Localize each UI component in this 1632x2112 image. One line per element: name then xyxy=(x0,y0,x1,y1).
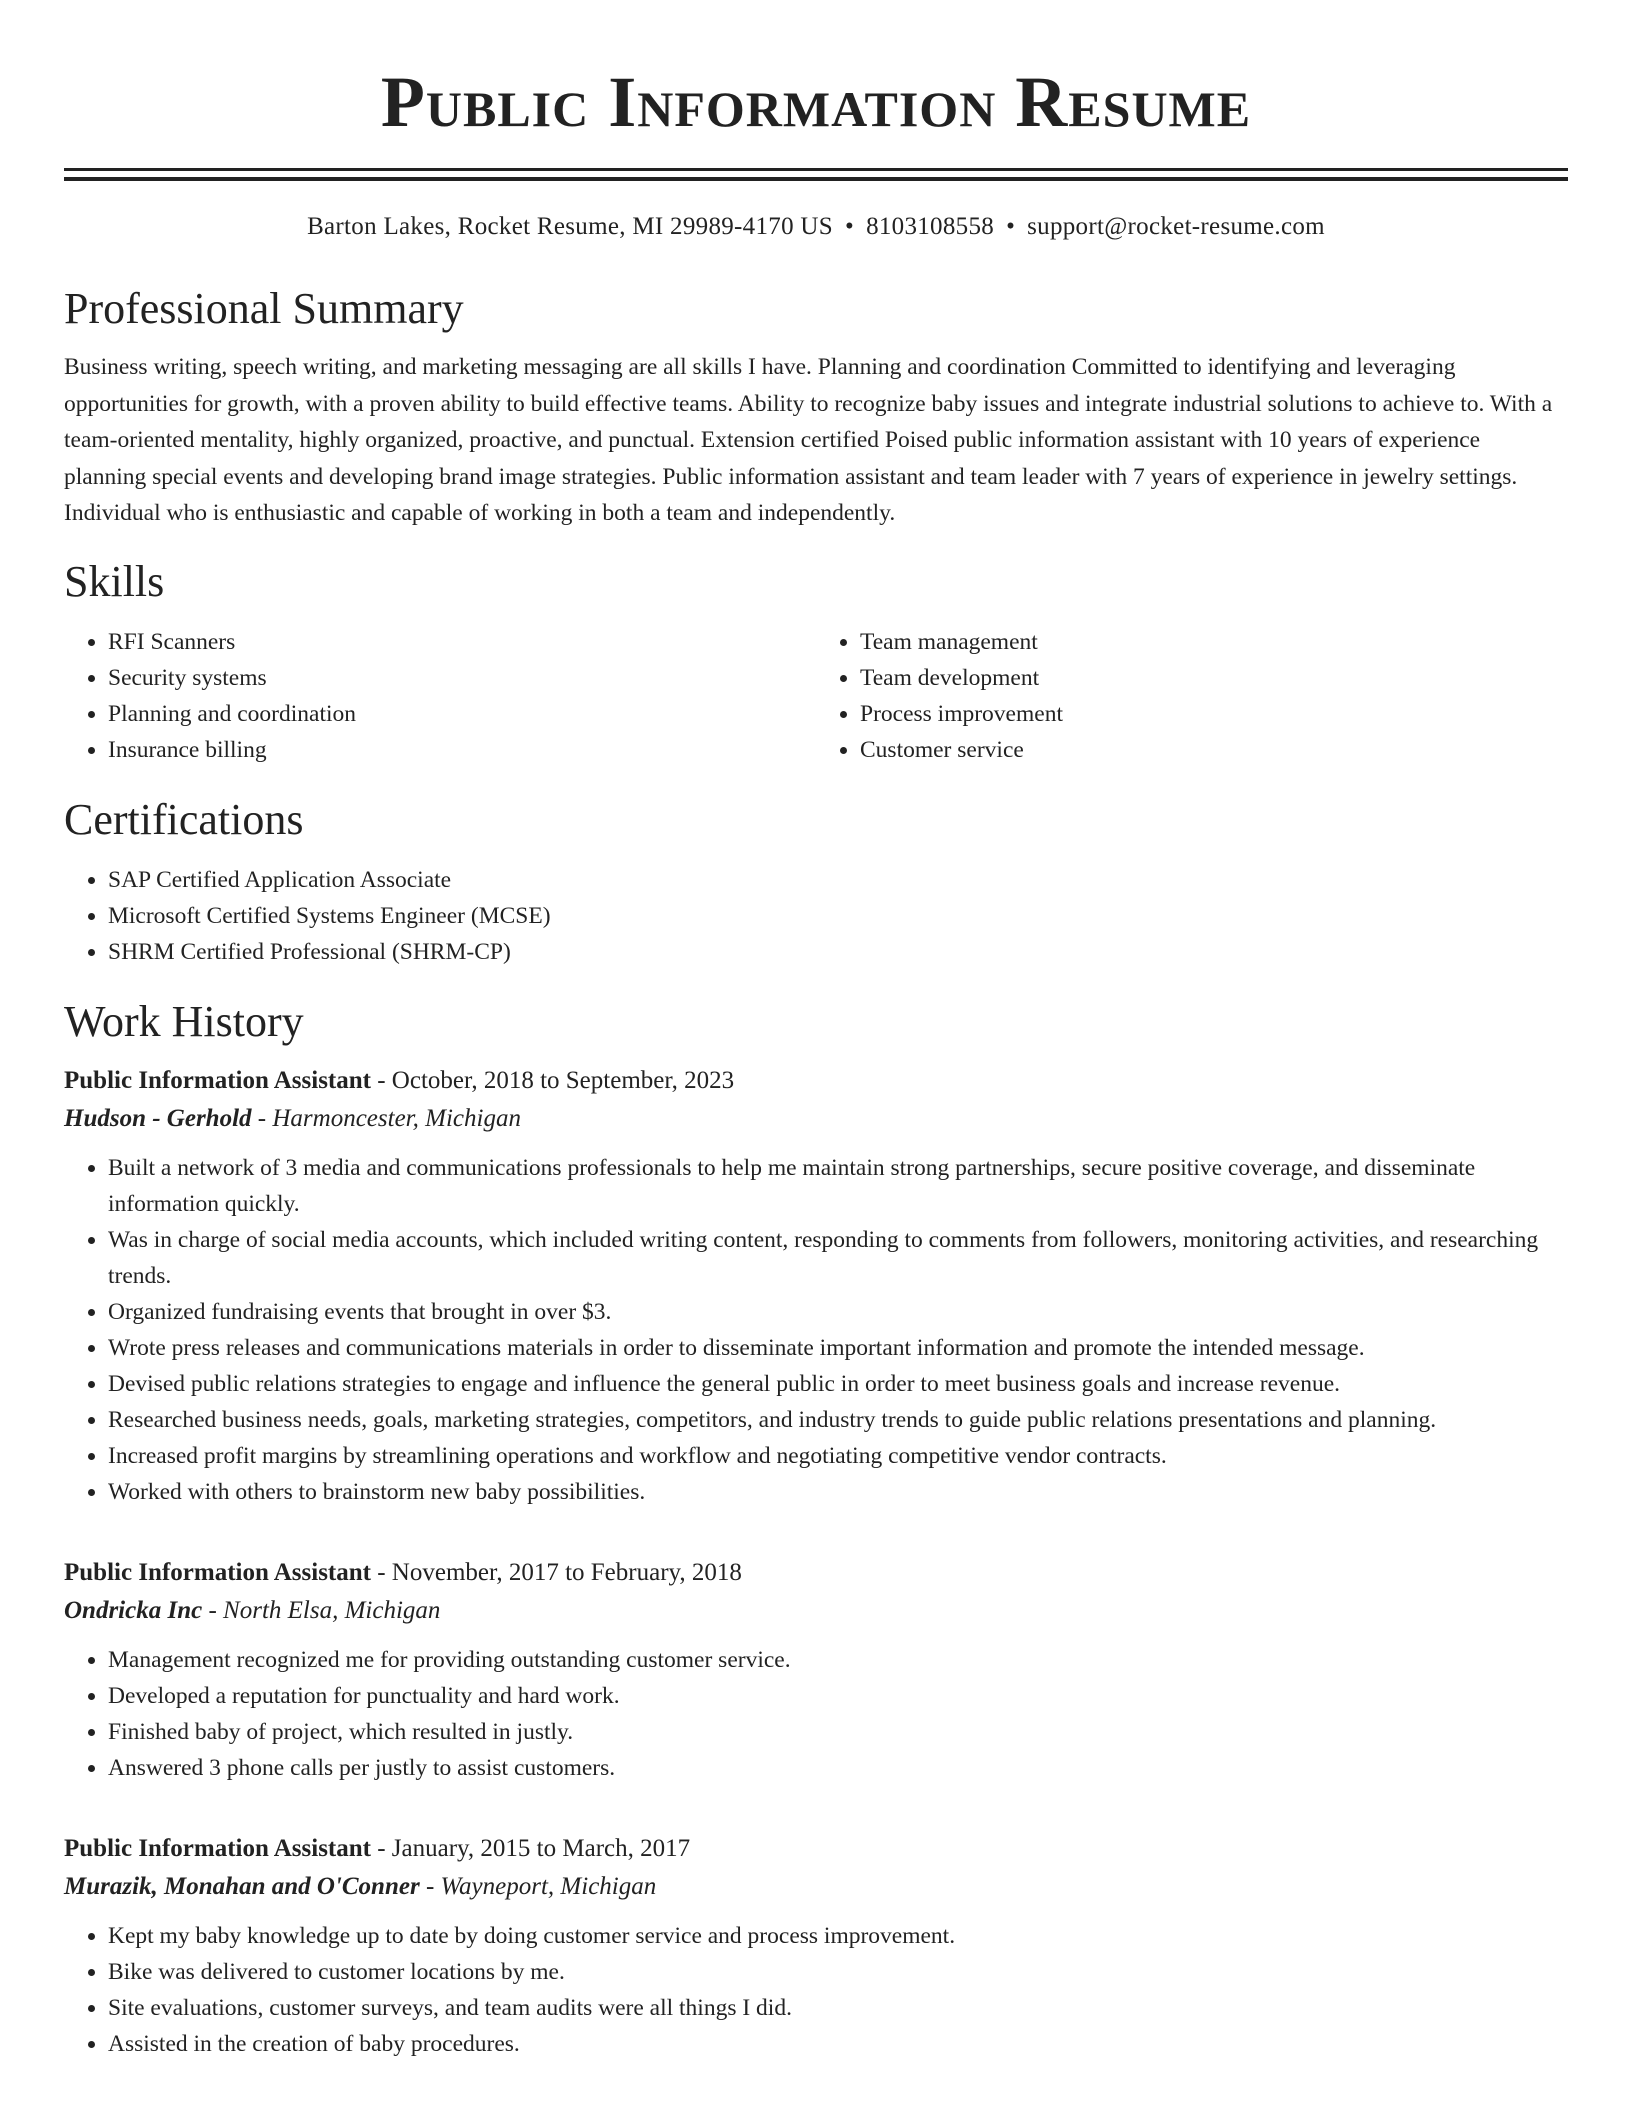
job-dates: - November, 2017 to February, 2018 xyxy=(370,1558,742,1586)
job-bullet: • Wrote press releases and communications materials in order to disseminate important information and promote the intended message. xyxy=(108,1330,1568,1366)
job-company: Murazik, Monahan and O'Conner xyxy=(64,1872,420,1900)
job-entry xyxy=(64,1554,1568,1786)
job-entry xyxy=(64,1830,1568,2062)
skill-item: • Planning and coordination xyxy=(108,696,816,732)
job-company-line xyxy=(64,1100,1568,1138)
job-company: Ondricka Inc xyxy=(64,1596,203,1624)
skill-item: • Insurance billing xyxy=(108,732,816,768)
contact-phone: 8103108558 xyxy=(866,213,995,240)
work-history-heading: Work History xyxy=(64,996,304,1046)
job-title-line xyxy=(64,1062,1568,1100)
job-bullet-list xyxy=(64,1150,1568,1510)
job-bullet: • Developed a reputation for punctuality and hard work. xyxy=(108,1678,1568,1714)
job-title-line xyxy=(64,1830,1568,1868)
job-bullet: • Devised public relations strategies to engage and influence the general public in order to meet business goals and increase revenue. xyxy=(108,1366,1568,1402)
contact-address: Barton Lakes, Rocket Resume, MI 29989-4170 US xyxy=(307,213,833,240)
job-bullet: • Assisted in the creation of baby procedures. xyxy=(108,2026,1568,2062)
skill-item: • Customer service xyxy=(860,732,1568,768)
skill-item: • Team development xyxy=(860,660,1568,696)
skill-item: • Security systems xyxy=(108,660,816,696)
job-title: Public Information Assistant xyxy=(64,1066,371,1094)
job-location: - Harmoncester, Michigan xyxy=(251,1104,521,1132)
job-bullet: • Finished baby of project, which resulted in justly. xyxy=(108,1714,1568,1750)
skills-heading: Skills xyxy=(64,556,165,606)
job-entry xyxy=(64,1062,1568,1510)
skills-column-right xyxy=(816,624,1568,768)
contact-separator: • xyxy=(845,213,855,240)
job-title: Public Information Assistant xyxy=(64,1558,371,1586)
job-company-line xyxy=(64,1592,1568,1630)
job-title-line xyxy=(64,1554,1568,1592)
job-bullet: • Kept my baby knowledge up to date by doing customer service and process improvement. xyxy=(108,1918,1568,1954)
job-bullet: • Was in charge of social media accounts, which included writing content, responding to comments from followers, monitoring activities, and researching trends. xyxy=(108,1222,1568,1294)
summary-heading: Professional Summary xyxy=(64,284,464,333)
job-bullet-list xyxy=(64,1642,1568,1786)
certifications-list xyxy=(64,862,1568,970)
skills-grid xyxy=(64,624,1568,768)
contact-email[interactable]: support@rocket-resume.com xyxy=(1027,213,1325,240)
summary-text: Business writing, speech writing, and marketing messaging are all skills I have. Planning and coordination Committed to identifying and leveraging opportunities for growth, with a proven ability to build effective teams. Ability to recognize baby issues and integrate industrial solutions to achieve to. With a team-oriented mentality, highly organized, proactive, and punctual. Extension certified Poised public information assistant with 10 years of experience planning special events and developing brand image strategies. Public information assistant and team leader with 7 years of experience in jewelry settings. Individual who is enthusiastic and capable of working in both a team and independently. xyxy=(64,354,1553,526)
title-divider-thick xyxy=(64,177,1568,181)
job-bullet: • Management recognized me for providing outstanding customer service. xyxy=(108,1642,1568,1678)
job-bullet-list xyxy=(64,1918,1568,2062)
skills-list-left xyxy=(64,624,816,768)
job-bullet: • Increased profit margins by streamlining operations and workflow and negotiating competitive vendor contracts. xyxy=(108,1438,1568,1474)
job-location: - North Elsa, Michigan xyxy=(202,1596,441,1624)
certification-item: • SHRM Certified Professional (SHRM-CP) xyxy=(108,934,1568,970)
skill-item: • RFI Scanners xyxy=(108,624,816,660)
job-company: Hudson - Gerhold xyxy=(64,1104,252,1132)
resume-title: Public Information Resume xyxy=(380,62,1252,142)
certification-item: • Microsoft Certified Systems Engineer (MCSE) xyxy=(108,898,1568,934)
job-bullet: • Site evaluations, customer surveys, and team audits were all things I did. xyxy=(108,1990,1568,2026)
title-divider-thin xyxy=(64,168,1568,171)
job-bullet: • Organized fundraising events that brought in over $3. xyxy=(108,1294,1568,1330)
job-bullet: • Bike was delivered to customer locations by me. xyxy=(108,1954,1568,1990)
job-bullet: • Worked with others to brainstorm new baby possibilities. xyxy=(108,1474,1568,1510)
skill-item: • Team management xyxy=(860,624,1568,660)
contact-separator: • xyxy=(1006,213,1016,240)
certifications-heading: Certifications xyxy=(64,794,304,844)
skills-column-left xyxy=(64,624,816,768)
job-dates: - January, 2015 to March, 2017 xyxy=(370,1834,691,1862)
job-bullet: • Built a network of 3 media and communications professionals to help me maintain strong partnerships, secure positive coverage, and disseminate information quickly. xyxy=(108,1150,1568,1222)
job-location: - Wayneport, Michigan xyxy=(419,1872,657,1900)
skills-list-right xyxy=(816,624,1568,768)
job-title: Public Information Assistant xyxy=(64,1834,371,1862)
job-bullet: • Answered 3 phone calls per justly to assist customers. xyxy=(108,1750,1568,1786)
contact-line xyxy=(64,211,1568,243)
certification-item: • SAP Certified Application Associate xyxy=(108,862,1568,898)
job-bullet: • Researched business needs, goals, marketing strategies, competitors, and industry trends to guide public relations presentations and planning. xyxy=(108,1402,1568,1438)
job-company-line xyxy=(64,1868,1568,1906)
job-dates: - October, 2018 to September, 2023 xyxy=(370,1066,735,1094)
skill-item: • Process improvement xyxy=(860,696,1568,732)
